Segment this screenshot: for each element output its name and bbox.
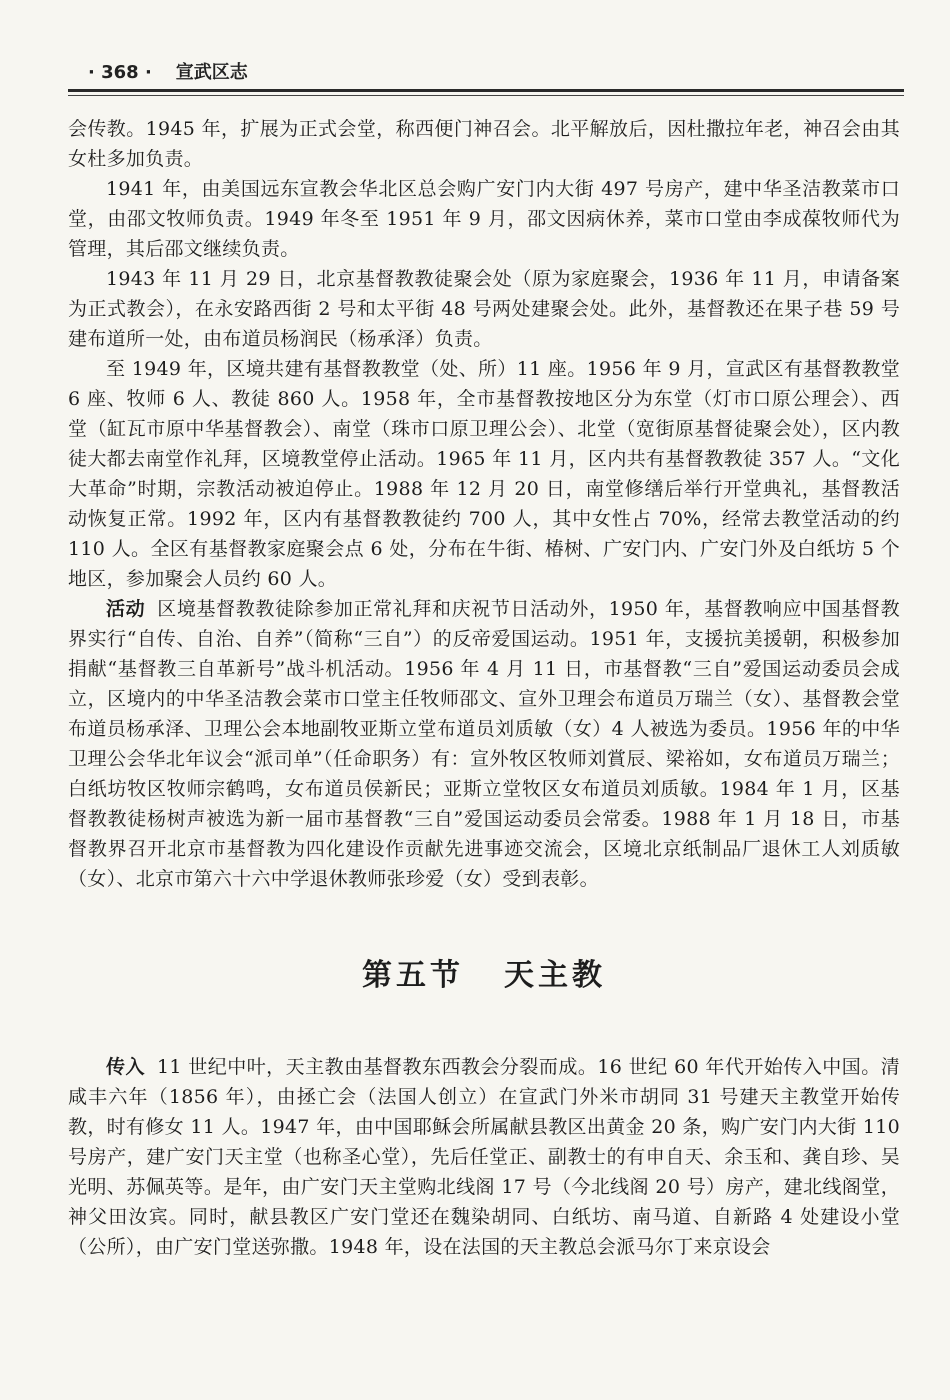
header-rule-thick bbox=[68, 89, 904, 92]
introduction-term: 传入 bbox=[106, 1056, 145, 1078]
paragraph-activities bbox=[68, 594, 900, 894]
page-body bbox=[68, 114, 900, 1262]
paragraph-church-statistics: 至 1949 年，区境共建有基督教教堂（处、所）11 座。1956 年 9 月，宣武区有基督教教堂 6 座、牧师 6 人、教徒 860 人。1958 年，全市基督教按地区分为东堂（灯市口原公理会）、西堂（缸瓦市原中华基督教会）、南堂（珠市口原卫理公会）、北堂（宽街原基督徒聚会处），区内教徒大都去南堂作礼拜，区境教堂停止活动。1965 年 11 月，区内共有基督教教徒 357 人。“文化大革命”时期，宗教活动被迫停止。1988 年 12 月 20 日，南堂修缮后举行开堂典礼，基督教活动恢复正常。1992 年，区内有基督教教徒约 700 人，其中女性占 70%，经常去教堂活动的约 110 人。全区有基督教家庭聚会点 6 处，分布在牛街、椿树、广安门内、广安门外及白纸坊 5 个地区，参加聚会人员约 60 人。 bbox=[68, 358, 900, 590]
activities-term: 活动 bbox=[106, 598, 146, 620]
section-number: 第五节 bbox=[362, 958, 464, 993]
paragraph-assembly-hall: 1943 年 11 月 29 日，北京基督教教徒聚会处（原为家庭聚会，1936 年 11 月，申请备案为正式教会），在永安路西街 2 号和太平街 48 号两处建聚会处。此外，基督教还在果子巷 59 号建布道所一处，由布道员杨润民（杨承泽）负责。 bbox=[68, 268, 900, 350]
header-rule-thin bbox=[68, 95, 904, 96]
introduction-text: 11 世纪中叶，天主教由基督教东西教会分裂而成。16 世纪 60 年代开始传入中国。清咸丰六年（1856 年），由拯亡会（法国人创立）在宣武门外米市胡同 31 号建天主教堂开始传教，时有修女 11 人。1947 年，由中国耶稣会所属献县教区出黄金 20 条，购广安门内大街 110 号房产，建广安门天主堂（也称圣心堂），先后任堂正、副教士的有申自天、余玉和、龚自珍、吴光明、苏佩英等。是年，由广安门天主堂购北线阁 17 号（今北线阁 20 号）房产，建北线阁堂，神父田汝宾。同时，献县教区广安门堂还在魏染胡同、白纸坊、南马道、自新路 4 处建设小堂（公所），由广安门堂送弥撒。1948 年，设在法国的天主教总会派马尔丁来京设会 bbox=[68, 1056, 900, 1258]
page-number: · 368 · bbox=[88, 62, 152, 83]
paragraph-caishikou-church: 1941 年，由美国远东宣教会华北区总会购广安门内大街 497 号房产，建中华圣洁教菜市口堂，由邵文牧师负责。1949 年冬至 1951 年 9 月，邵文因病休养，菜市口堂由李成葆牧师代为管理，其后邵文继续负责。 bbox=[68, 178, 900, 260]
activities-text: 区境基督教教徒除参加正常礼拜和庆祝节日活动外，1950 年，基督教响应中国基督教界实行“自传、自治、自养”（简称“三自”）的反帝爱国运动。1951 年，支援抗美援朝，积极参加捐献“基督教三自革新号”战斗机活动。1956 年 4 月 11 日，市基督教“三自”爱国运动委员会成立，区境内的中华圣洁教会菜市口堂主任牧师邵文、宣外卫理会布道员万瑞兰（女）、基督教会堂布道员杨承泽、卫理公会本地副牧亚斯立堂布道员刘质敏（女）4 人被选为委员。1956 年的中华卫理公会华北年议会“派司单”（任命职务）有：宣外牧区牧师刘賞辰、梁裕如，女布道员万瑞兰；白纸坊牧区牧师宗鹤鸣，女布道员侯新民；亚斯立堂牧区女布道员刘质敏。1984 年 1 月，区基督教教徒杨树声被选为新一届市基督教“三自”爱国运动委员会常委。1988 年 1 月 18 日，市基督教界召开北京市基督教为四化建设作贡献先进事迹交流会，区境北京纸制品厂退休工人刘质敏（女）、北京市第六十六中学退休教师张珍爱（女）受到表彰。 bbox=[68, 598, 900, 890]
section-heading bbox=[68, 950, 900, 994]
page-header bbox=[68, 56, 900, 100]
paragraph-introduction bbox=[68, 1052, 900, 1262]
section-title: 天主教 bbox=[504, 958, 606, 993]
book-title: 宣武区志 bbox=[175, 62, 248, 83]
paragraph-shenzhaohui-continued: 会传教。1945 年，扩展为正式会堂，称西便门神召会。北平解放后，因杜撒拉年老，神召会由其女杜多加负责。 bbox=[68, 118, 900, 170]
